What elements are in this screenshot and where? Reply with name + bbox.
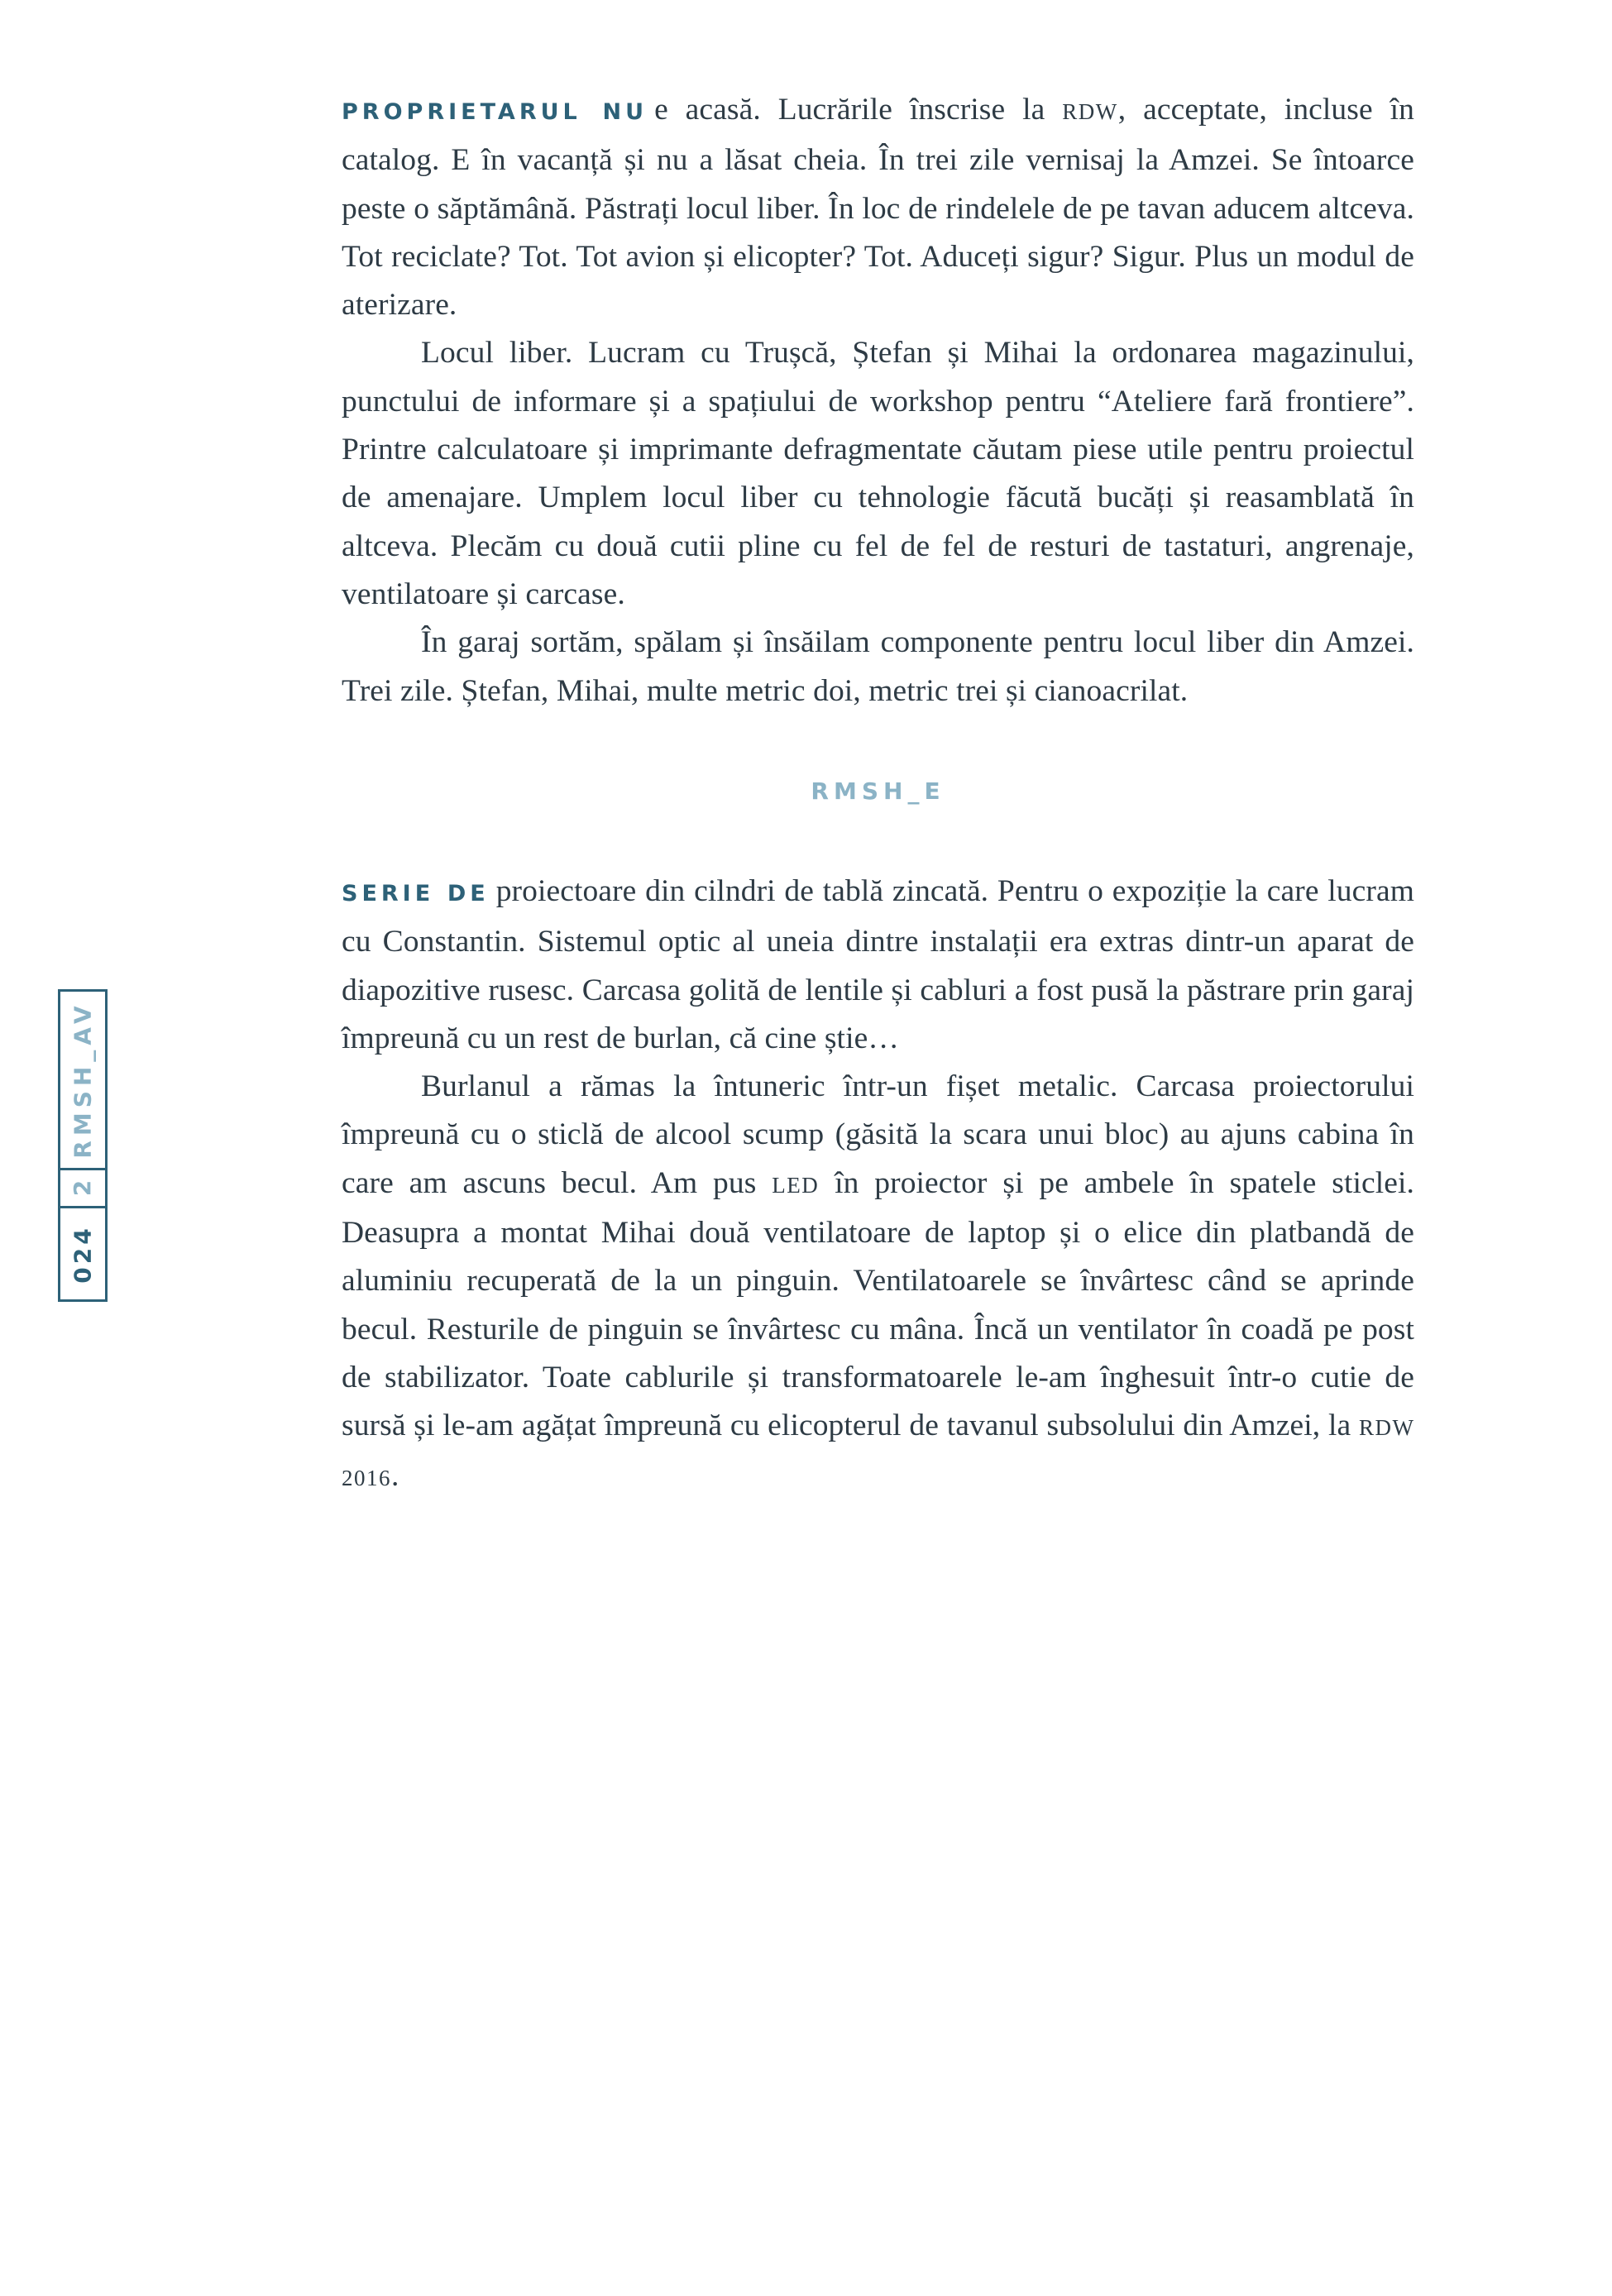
paragraph-text: , acceptate, incluse în catalog. E în vacanță și nu a lăsat cheia. În trei zile vernisaj la Amzei. Se întoarce peste o săptămână. Păstrați locul liber. În loc de rindelele de pe tavan aducem altceva. Tot reciclate? Tot. Tot avion și elicopter? Tot. Aduceți sigur? Sigur. Plus un modul de aterizare. — [342, 93, 1414, 323]
chapter-code — [60, 992, 105, 1170]
paragraph — [342, 868, 1414, 1063]
paragraph-lead-in: PROPRIETARUL NU — [342, 99, 648, 125]
paragraph-text: proiectoare din cilndri de tablă zincată. Pentru o expoziție la care lucram cu Constantin. Sistemul optic al uneia dintre instalații era extras dintr-un aparat de diapozitive rusesc. Carcasa golită de lentile și cabluri a fost pusă la păstrare prin garaj împreună cu un rest de burlan, că cine știe… — [342, 874, 1414, 1055]
small-caps-acronym: RDW — [1062, 99, 1118, 124]
paragraph-text: . — [391, 1458, 399, 1493]
paragraph: Locul liber. Lucram cu Trușcă, Ștefan și Mihai la ordonarea magazinului, punctului de informare și a spațiului de workshop pentru “Ateliere fară frontiere”. Printre calculatoare și imprimante defragmentate căutam piese utile pentru proiectul de amenajare. Umplem locul liber cu tehnologie făcută bucăți și reasamblată în altceva. Plecăm cu două cutii pline cu fel de fel de resturi de tastaturi, angrenaje, ventilatoare și carcase. — [342, 336, 1414, 611]
page-number-label: 024 — [69, 1224, 97, 1284]
paragraph — [342, 1063, 1414, 1502]
section-rmsh-av-text — [342, 86, 1414, 715]
page-number — [60, 1208, 105, 1299]
paragraph-text: Burlanul a rămas la întuneric într-un fișet metalic. Carcasa proiectorului împreună cu o sticlă de alcool scump (găsită la scara unui bloc) au ajuns cabina în care am ascuns becul. Am pus — [342, 1069, 1414, 1200]
small-caps-acronym: LED — [772, 1172, 820, 1198]
side-tab — [58, 989, 108, 1302]
paragraph-text: în proiector și pe ambele în spatele sticlei. Deasupra a montat Mihai două ventilatoare de laptop și o elice din platbandă de aluminiu recuperată de la un pinguin. Ventilatoarele se învârtesc când se aprinde becul. Resturile de pinguin se învârtesc cu mâna. Încă un ventilator în coadă pe post de stabilizator. Toate cablurile și transformatoarele le-am înghesuit într-o cutie de sursă și le-am agățat împreună cu elicopterul de tavanul subsolului din Amzei, la — [342, 1165, 1414, 1443]
paragraph: În garaj sortăm, spălam și însăilam componente pentru locul liber din Amzei. Trei zile. Ștefan, Mihai, multe metric doi, metric trei și cianoacrilat. — [342, 625, 1414, 708]
paragraph-text: e acasă. Lucrările înscrise la — [654, 93, 1063, 127]
small-caps-acronym: RDW — [1358, 1415, 1414, 1441]
old-style-year: 2016 — [342, 1465, 391, 1490]
chapter-code-label: RMSH_AV — [69, 1001, 97, 1159]
chapter-number — [60, 1170, 105, 1208]
paragraph — [342, 86, 1414, 329]
section-rmsh-e-text — [342, 868, 1414, 1502]
chapter-number-label: 2 — [69, 1179, 97, 1197]
section-heading: RMSH_E — [811, 777, 945, 805]
paragraph-lead-in: SERIE DE — [342, 881, 490, 906]
